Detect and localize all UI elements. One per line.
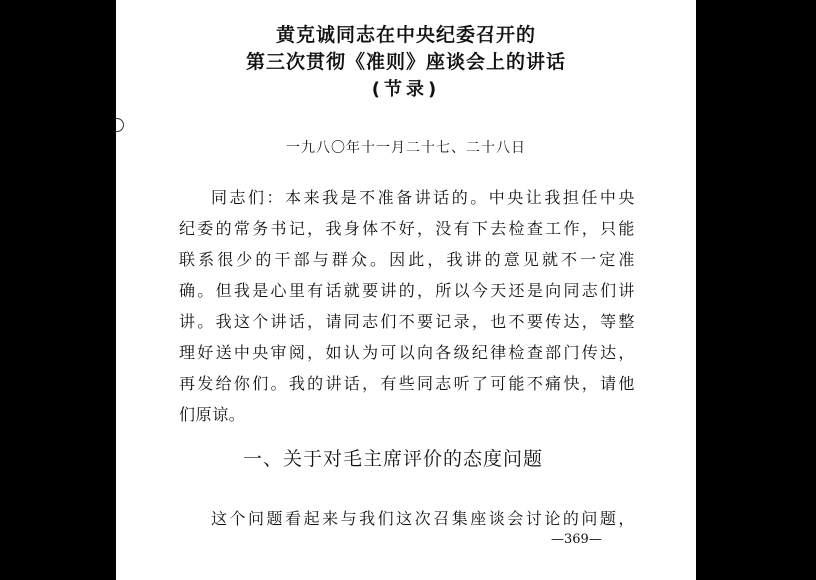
page-number: —369— [551,532,602,547]
paragraph-line: 确。但我是心里有话就要讲的，所以今天还是向同志们讲 [179,281,635,300]
paragraph-line: 联系很少的干部与群众。因此，我讲的意见就不一定准 [179,250,635,269]
margin-circle-mark [116,118,124,132]
section-heading: 一、关于对毛主席评价的态度问题 [243,448,544,470]
paragraph-1 [179,182,635,430]
paragraph-line: 讲。我这个讲话，请同志们不要记录，也不要传达，等整 [179,312,635,331]
paragraph-line: 同志们：本来我是不准备讲话的。中央让我担任中央 [211,188,635,207]
title-line-3: (节录) [371,79,441,100]
title-line-1: 黄克诚同志在中央纪委召开的 [275,24,536,46]
document-page [116,0,696,580]
title-line-2: 第三次贯彻《准则》座谈会上的讲话 [245,51,566,73]
paragraph-line: 纪委的常务书记，我身体不好，没有下去检查工作，只能 [179,219,635,238]
speech-date: 一九八〇年十一月二十七、二十八日 [286,140,526,156]
paragraph-line: 们原谅。 [179,405,246,424]
paragraph-2-line: 这个问题看起来与我们这次召集座谈会讨论的问题， [211,509,635,528]
paragraph-line: 理好送中央审阅，如认为可以向各级纪律检查部门传达， [179,343,635,362]
paragraph-line: 再发给你们。我的讲话，有些同志听了可能不痛快，请他 [179,374,635,393]
